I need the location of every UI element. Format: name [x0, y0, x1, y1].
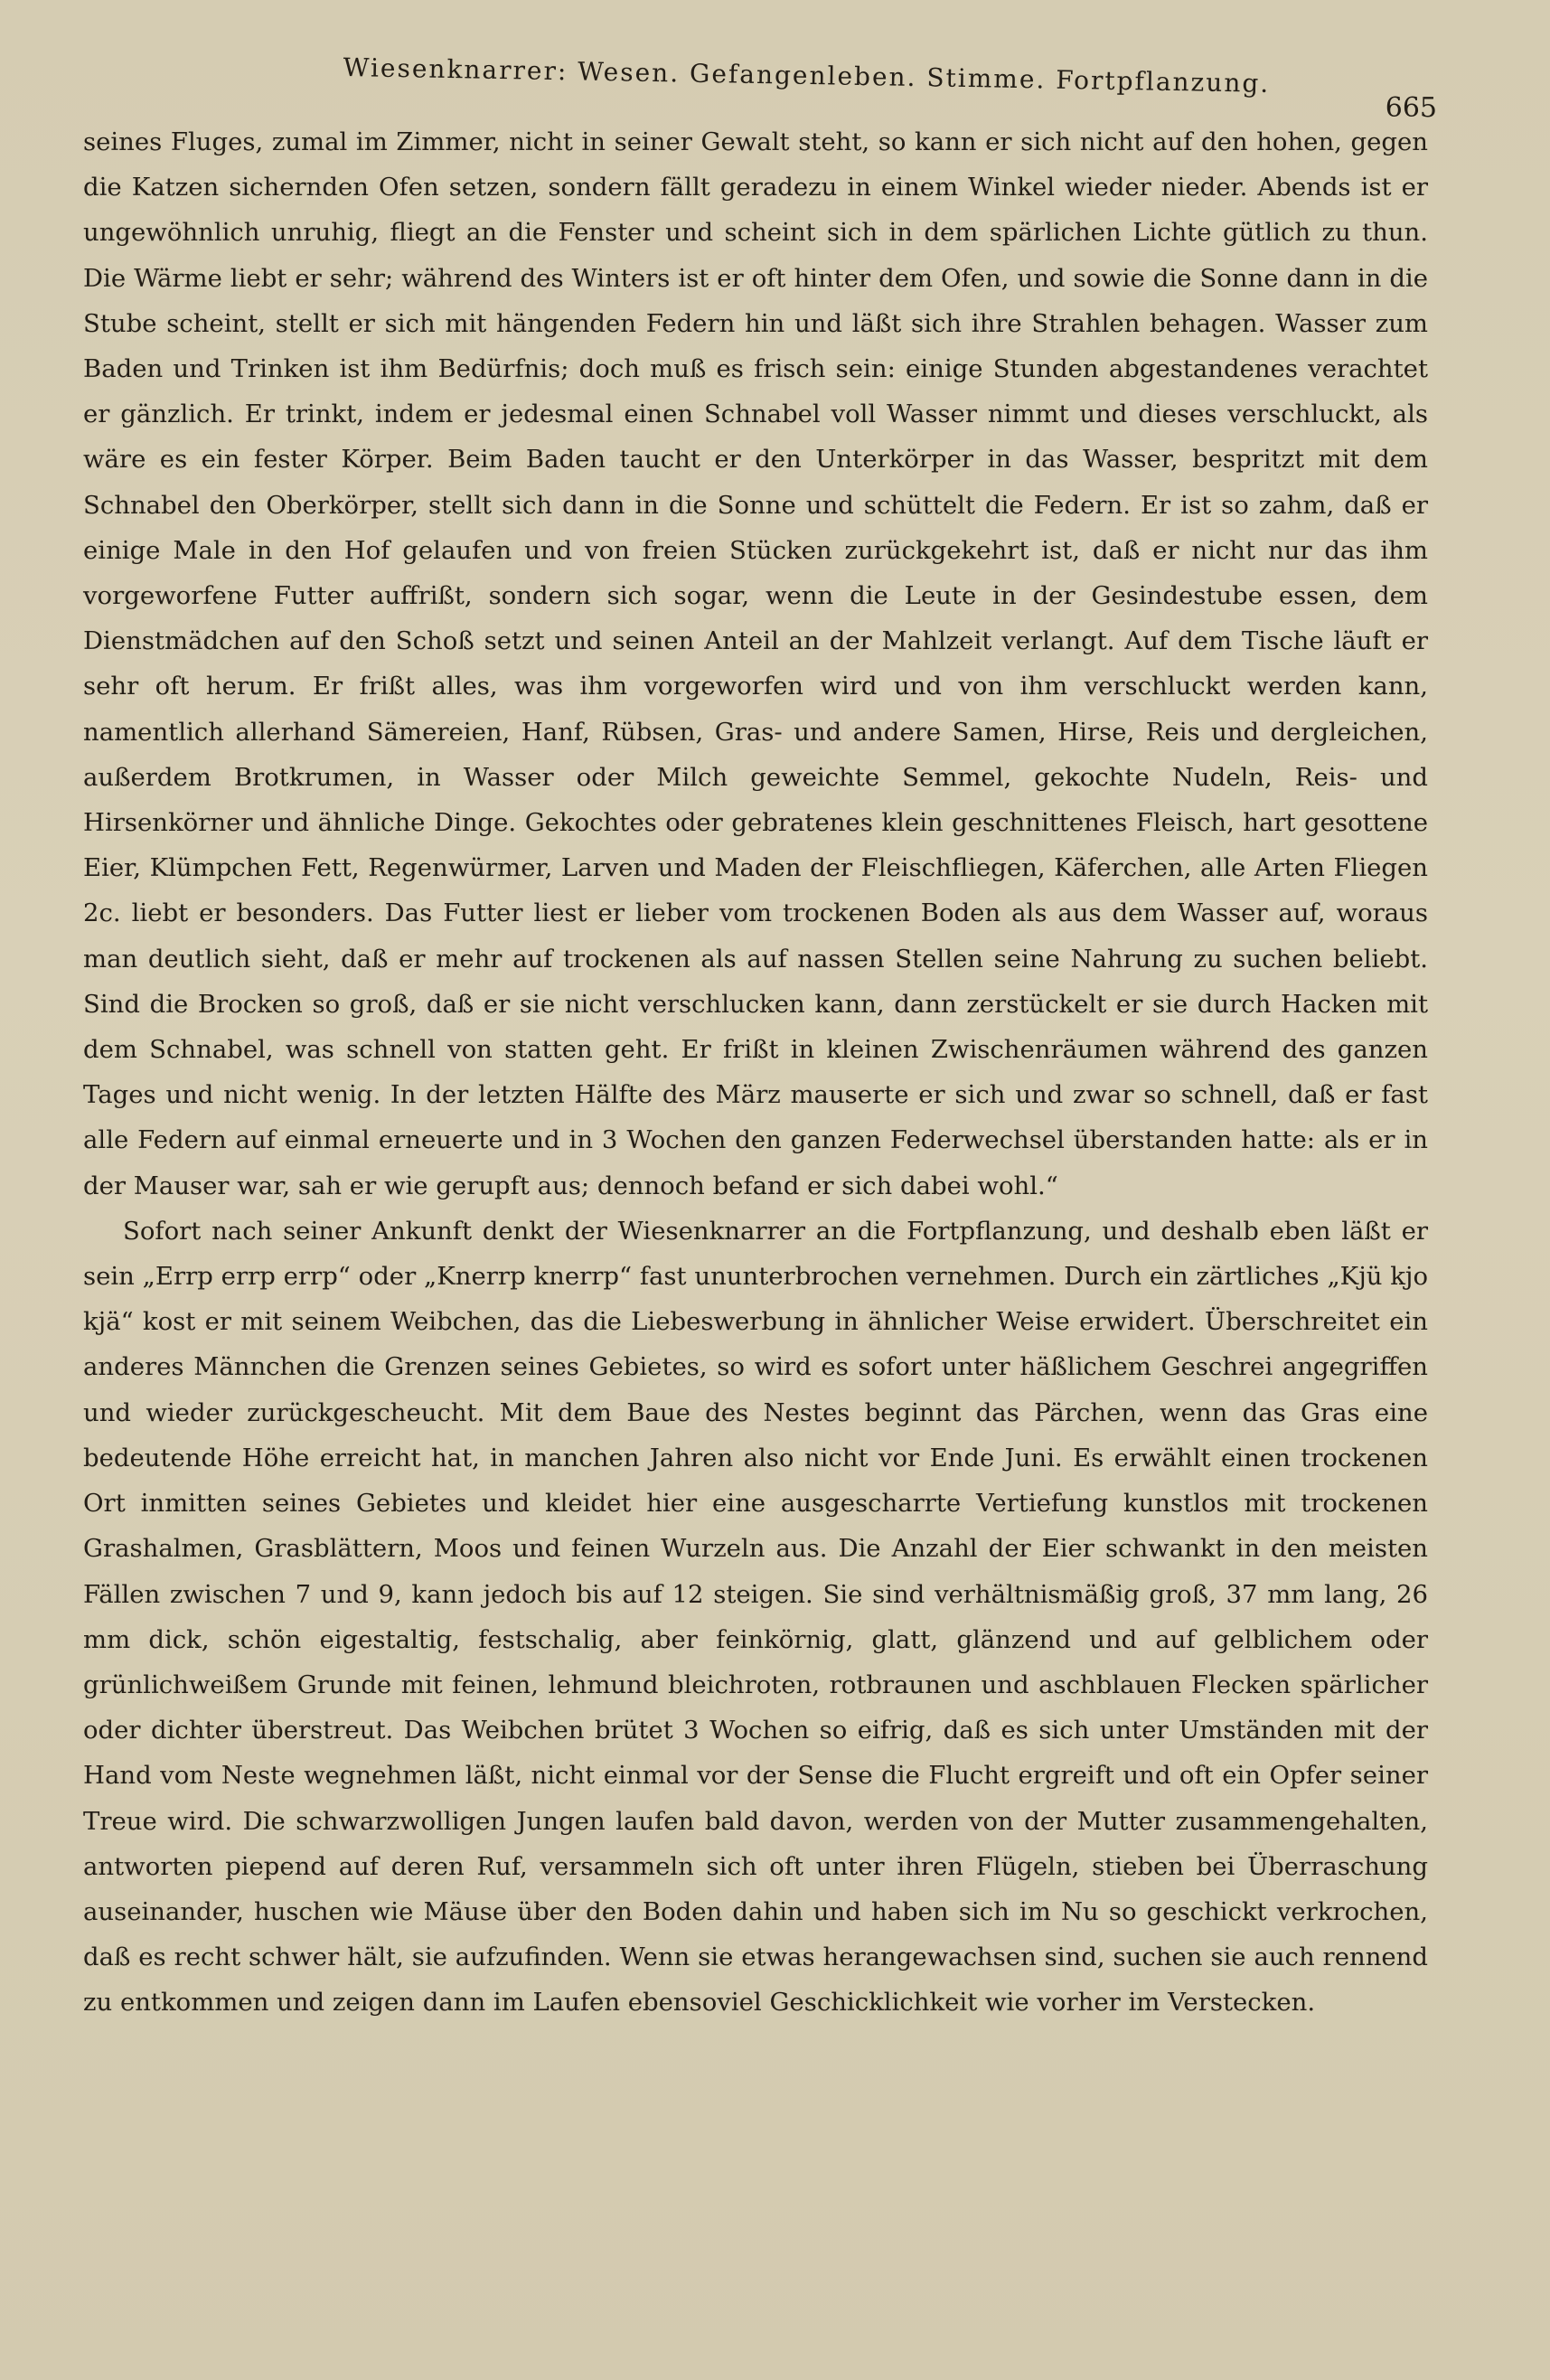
- body-text: [83, 119, 1428, 2026]
- paragraph: seines Fluges, zumal im Zimmer, nicht in seiner Gewalt steht, so kann er sich nicht auf den hohen, gegen die Katzen sichernden Ofen setzen, sondern fällt geradezu in einem Winkel wieder nieder. Abends ist er ungewöhnlich unruhig, fliegt an die Fenster und scheint sich in dem spärlichen Lichte gütlich zu thun. Die Wärme liebt er sehr; während des Winters ist er oft hinter dem Ofen, und sowie die Sonne dann in die Stube scheint, stellt er sich mit hängenden Federn hin und läßt sich ihre Strahlen behagen. Wasser zum Baden und Trinken ist ihm Bedürfnis; doch muß es frisch sein: einige Stunden abgestandenes verachtet er gänzlich. Er trinkt, indem er jedesmal einen Schnabel voll Wasser nimmt und dieses verschluckt, als wäre es ein fester Körper. Beim Baden taucht er den Unterkörper in das Wasser, bespritzt mit dem Schnabel den Oberkörper, stellt sich dann in die Sonne und schüttelt die Federn. Er ist so zahm, daß er einige Male in den Hof gelaufen und von freien Stücken zurückgekehrt ist, daß er nicht nur das ihm vorgeworfene Futter auffrißt, sondern sich sogar, wenn die Leute in der Gesindestube essen, dem Dienstmädchen auf den Schoß setzt und seinen Anteil an der Mahlzeit verlangt. Auf dem Tische läuft er sehr oft herum. Er frißt alles, was ihm vorgeworfen wird und von ihm verschluckt werden kann, namentlich allerhand Sämereien, Hanf, Rübsen, Gras- und andere Samen, Hirse, Reis und dergleichen, außerdem Brotkrumen, in Wasser oder Milch geweichte Semmel, gekochte Nudeln, Reis- und Hirsenkörner und ähnliche Dinge. Gekochtes oder gebratenes klein geschnittenes Fleisch, hart gesottene Eier, Klümpchen Fett, Regenwürmer, Larven und Maden der Fleischfliegen, Käferchen, alle Arten Fliegen 2c. liebt er besonders. Das Futter liest er lieber vom trockenen Boden als aus dem Wasser auf, woraus man deutlich sieht, daß er mehr auf trockenen als auf nassen Stellen seine Nahrung zu suchen beliebt. Sind die Brocken so groß, daß er sie nicht verschlucken kann, dann zerstückelt er sie durch Hacken mit dem Schnabel, was schnell von statten geht. Er frißt in kleinen Zwischenräumen während des ganzen Tages und nicht wenig. In der letzten Hälfte des März mauserte er sich und zwar so schnell, daß er fast alle Federn auf einmal erneuerte und in 3 Wochen den ganzen Federwechsel überstanden hatte: als er in der Mauser war, sah er wie gerupft aus; dennoch befand er sich dabei wohl.“: [83, 127, 1428, 1200]
- paragraph: Sofort nach seiner Ankunft denkt der Wiesenknarrer an die Fortpflanzung, und deshalb eben läßt er sein „Errp errp errp“ oder „Knerrp knerrp“ fast ununterbrochen vernehmen. Durch ein zärtliches „Kjü kjo kjä“ kost er mit seinem Weibchen, das die Liebeswerbung in ähnlicher Weise erwidert. Überschreitet ein anderes Männchen die Grenzen seines Gebietes, so wird es sofort unter häßlichem Geschrei angegriffen und wieder zurückgescheucht. Mit dem Baue des Nestes beginnt das Pärchen, wenn das Gras eine bedeutende Höhe erreicht hat, in manchen Jahren also nicht vor Ende Juni. Es erwählt einen trockenen Ort inmitten seines Gebietes und kleidet hier eine ausgescharrte Vertiefung kunstlos mit trockenen Grashalmen, Grasblättern, Moos und feinen Wurzeln aus. Die Anzahl der Eier schwankt in den meisten Fällen zwischen 7 und 9, kann jedoch bis auf 12 steigen. Sie sind verhältnismäßig groß, 37 mm lang, 26 mm dick, schön eigestaltig, festschalig, aber feinkörnig, glatt, glänzend und auf gelblichem oder grünlichweißem Grunde mit feinen, lehmund bleichroten, rotbraunen und aschblauen Flecken spärlicher oder dichter überstreut. Das Weibchen brütet 3 Wochen so eifrig, daß es sich unter Umständen mit der Hand vom Neste wegnehmen läßt, nicht einmal vor der Sense die Flucht ergreift und oft ein Opfer seiner Treue wird. Die schwarzwolligen Jungen laufen bald davon, werden von der Mutter zusammengehalten, antworten piepend auf deren Ruf, versammeln sich oft unter ihren Flügeln, stieben bei Überraschung auseinander, huschen wie Mäuse über den Boden dahin und haben sich im Nu so geschickt verkrochen, daß es recht schwer hält, sie aufzufinden. Wenn sie etwas herangewachsen sind, suchen sie auch rennend zu entkommen und zeigen dann im Laufen ebensoviel Geschicklichkeit wie vorher im Verstecken.: [83, 1216, 1428, 2018]
- page-number: 665: [1385, 92, 1437, 124]
- running-head: Wiesenknarrer: Wesen. Gefangenleben. Stimme. Fortpflanzung.: [343, 52, 1271, 99]
